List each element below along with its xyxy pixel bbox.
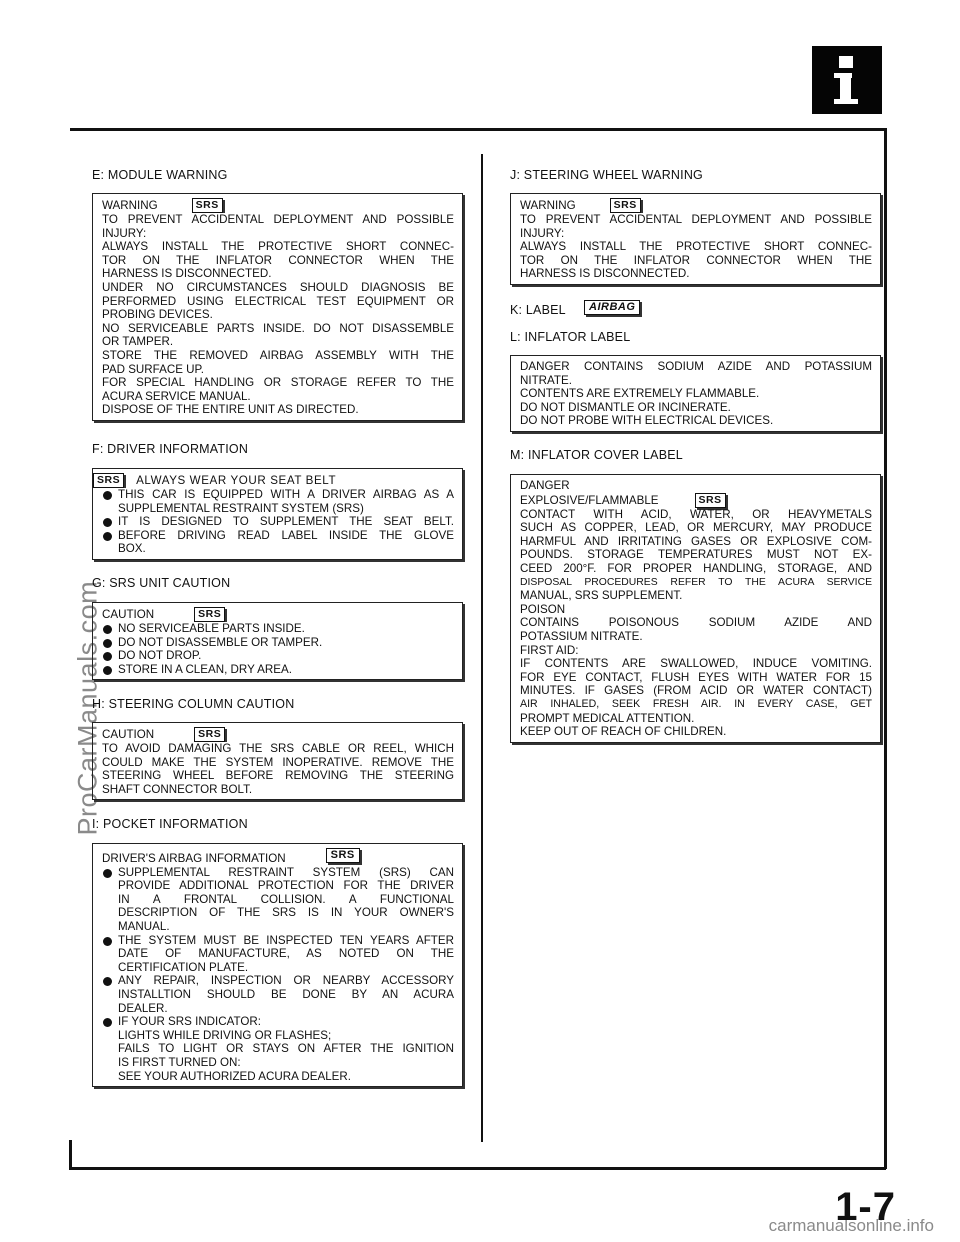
label-line: TO AVOID DAMAGING THE SRS CABLE OR REEL, WHICH <box>102 742 454 755</box>
steering-wheel-warning-label <box>510 193 881 285</box>
label-line: TOR ON THE INFLATOR CONNECTOR WHEN THE <box>520 253 872 267</box>
label-line: ALWAYS INSTALL THE PROTECTIVE SHORT CONNEC- <box>102 240 454 254</box>
label-line: POUNDS. STORAGE TEMPERATURES MUST NOT EX- <box>520 548 872 562</box>
bullet-continuation: BOX. <box>118 542 146 556</box>
label-line: DO NOT DISMANTLE OR INCINERATE. <box>520 400 731 414</box>
label-line: TOR ON THE INFLATOR CONNECTOR WHEN THE <box>102 253 454 267</box>
warning-title: WARNING <box>520 199 576 212</box>
bullet-item: STORE IN A CLEAN, DRY AREA. <box>102 663 454 677</box>
bullet-item: IT IS DESIGNED TO SUPPLEMENT THE SEAT BELT. <box>102 515 454 529</box>
label-line: STEERING WHEEL BEFORE REMOVING THE STEERING <box>102 769 454 783</box>
srs-tag: SRS <box>93 473 124 488</box>
bullet-item: THE SYSTEM MUST BE INSPECTED TEN YEARS AFTER <box>102 934 454 948</box>
srs-tag: SRS <box>695 493 726 508</box>
label-line: DISPOSAL PROCEDURES REFER TO THE ACURA SERVICE <box>520 576 872 588</box>
inflator-label <box>510 355 881 432</box>
label-line: POTASSIUM NITRATE. <box>520 629 643 643</box>
seat-belt-title: ALWAYS WEAR YOUR SEAT BELT <box>136 474 337 487</box>
label-line: CONTAINS POISONOUS SODIUM AZIDE AND <box>520 616 872 630</box>
label-line: UNDER NO CIRCUMSTANCES SHOULD DIAGNOSIS BE <box>102 280 454 294</box>
bullet-continuation: IN A FRONTAL COLLISION. A FUNCTIONAL <box>118 892 454 906</box>
label-line: COULD MAKE THE SYSTEM INOPERATIVE. REMOVE THE <box>102 755 454 769</box>
airbag-tag: AIRBAG <box>584 300 640 315</box>
label-line: AIR INHALED, SEEK FRESH AIR. IN EVERY CASE, GET <box>520 697 872 710</box>
caution-title: CAUTION <box>102 728 155 741</box>
label-line: FOR EYE CONTACT, FLUSH EYES WITH WATER FOR 15 <box>520 670 872 684</box>
label-line: KEEP OUT OF REACH OF CHILDREN. <box>520 725 727 739</box>
label-line: CONTENTS ARE EXTREMELY FLAMMABLE. <box>520 387 760 401</box>
srs-tag: SRS <box>194 727 225 742</box>
label-line: HARNESS IS DISCONNECTED. <box>102 267 272 281</box>
label-line: STORE THE REMOVED AIRBAG ASSEMBLY WITH THE <box>102 348 454 362</box>
srs-tag: SRS <box>194 607 225 622</box>
bullet-continuation: IS FIRST TURNED ON: <box>118 1055 241 1069</box>
label-line: ALWAYS INSTALL THE PROTECTIVE SHORT CONNEC- <box>520 240 872 254</box>
steering-column-caution-label <box>92 722 463 800</box>
label-line: DANGER <box>520 479 570 492</box>
bullet-item: SUPPLEMENTAL RESTRAINT SYSTEM (SRS) CAN <box>102 866 454 880</box>
bullet-continuation: FAILS TO LIGHT OR STAYS ON AFTER THE IGNITION <box>118 1042 454 1056</box>
label-line: SUCH AS COPPER, LEAD, OR MERCURY, MAY PRODUCE <box>520 521 872 535</box>
airbag-info-title: DRIVER'S AIRBAG INFORMATION <box>102 852 286 865</box>
bullet-continuation: INSTALLTION SHOULD BE DONE BY AN ACURA <box>118 987 454 1001</box>
label-line: OR TAMPER. <box>102 335 174 349</box>
section-l-heading: L: INFLATOR LABEL <box>510 330 631 344</box>
bullet-continuation: PROVIDE ADDITIONAL PROTECTION FOR THE DRIVER <box>118 879 454 893</box>
section-e-heading: E: MODULE WARNING <box>92 168 228 182</box>
label-line: NO SERVICEABLE PARTS INSIDE. DO NOT DISASSEMBLE <box>102 321 454 335</box>
label-line: INJURY: <box>102 226 147 240</box>
bullet-continuation: CERTIFICATION PLATE. <box>118 960 249 974</box>
label-line: DANGER CONTAINS SODIUM AZIDE AND POTASSIUM <box>520 360 872 373</box>
bullet-item: IF YOUR SRS INDICATOR: <box>102 1015 454 1029</box>
label-line: SHAFT CONNECTOR BOLT. <box>102 782 253 796</box>
inflator-cover-label <box>510 474 881 743</box>
section-j-heading: J: STEERING WHEEL WARNING <box>510 168 703 182</box>
warning-title: WARNING <box>102 199 158 212</box>
bullet-continuation: SUPPLEMENTAL RESTRAINT SYSTEM (SRS) <box>118 501 364 515</box>
label-line: FOR SPECIAL HANDLING OR STORAGE REFER TO THE <box>102 376 454 390</box>
label-line: PROMPT MEDICAL ATTENTION. <box>520 711 695 725</box>
label-line: HARNESS IS DISCONNECTED. <box>520 267 690 281</box>
label-line: ACURA SERVICE MANUAL. <box>102 389 251 403</box>
bullet-item: THIS CAR IS EQUIPPED WITH A DRIVER AIRBAG AS A <box>102 488 454 502</box>
label-line: NITRATE. <box>520 373 572 387</box>
bullet-continuation: SEE YOUR AUTHORIZED ACURA DEALER. <box>118 1069 352 1083</box>
section-m-heading: M: INFLATOR COVER LABEL <box>510 448 683 462</box>
bullet-continuation: DEALER. <box>118 1001 168 1015</box>
bullet-continuation: DATE OF MANUFACTURE, AS NOTED ON THE <box>118 947 454 961</box>
explosive-title: EXPLOSIVE/FLAMMABLE <box>520 493 659 507</box>
bullet-continuation: MANUAL. <box>118 919 170 933</box>
label-line: MANUAL, SRS SUPPLEMENT. <box>520 589 683 603</box>
module-warning-label <box>92 193 463 421</box>
label-line: PAD SURFACE UP. <box>102 362 205 376</box>
srs-tag: SRS <box>192 198 223 213</box>
srs-tag: SRS <box>326 848 360 863</box>
label-line: TO PREVENT ACCIDENTAL DEPLOYMENT AND POSSIBLE <box>520 213 872 226</box>
label-line: INJURY: <box>520 226 565 240</box>
bullet-item: ANY REPAIR, INSPECTION OR NEARBY ACCESSORY <box>102 974 454 988</box>
label-line: TO PREVENT ACCIDENTAL DEPLOYMENT AND POSSIBLE <box>102 213 454 226</box>
label-line: DO NOT PROBE WITH ELECTRICAL DEVICES. <box>520 414 774 428</box>
bullet-continuation: DESCRIPTION OF THE SRS IS IN YOUR OWNER'S <box>118 906 454 920</box>
label-line: CEED 200°F. FOR PROPER HANDLING, STORAGE, AND <box>520 561 872 575</box>
pocket-information-label <box>92 843 463 1087</box>
srs-unit-caution-label <box>92 602 463 680</box>
driver-information-label <box>92 468 463 560</box>
bullet-item: BEFORE DRIVING READ LABEL INSIDE THE GLOVE <box>102 529 454 543</box>
column-divider <box>481 154 483 1142</box>
footer-watermark: carmanualsonline.info <box>768 1216 934 1235</box>
section-k-heading: K: LABEL <box>510 303 566 317</box>
section-f-heading: F: DRIVER INFORMATION <box>92 442 249 456</box>
label-line: POISON <box>520 602 566 616</box>
frame-top-line <box>70 128 886 131</box>
page-number: 1-7 <box>835 1185 896 1229</box>
section-g-heading: G: SRS UNIT CAUTION <box>92 576 231 590</box>
label-line: FIRST AID: <box>520 643 579 657</box>
section-i-heading: I: POCKET INFORMATION <box>92 817 248 831</box>
label-line: IF CONTENTS ARE SWALLOWED, INDUCE VOMITING. <box>520 657 872 671</box>
frame-bottom-line <box>70 1167 886 1170</box>
caution-title: CAUTION <box>102 608 155 621</box>
info-icon <box>812 46 882 114</box>
frame-left-line <box>69 1140 72 1170</box>
section-h-heading: H: STEERING COLUMN CAUTION <box>92 697 295 711</box>
srs-tag: SRS <box>610 198 641 213</box>
bullet-continuation: LIGHTS WHILE DRIVING OR FLASHES; <box>118 1028 332 1042</box>
bullet-item: NO SERVICEABLE PARTS INSIDE. <box>102 622 454 636</box>
bullet-item: DO NOT DROP. <box>102 649 454 663</box>
label-line: HARMFUL AND IRRITATING GASES OR EXPLOSIVE COM- <box>520 534 872 548</box>
bullet-item: DO NOT DISASSEMBLE OR TAMPER. <box>102 636 454 650</box>
label-line: MINUTES. IF GASES (FROM ACID OR WATER CONTACT) <box>520 684 872 698</box>
label-line: PROBING DEVICES. <box>102 308 213 322</box>
label-line: DISPOSE OF THE ENTIRE UNIT AS DIRECTED. <box>102 403 359 417</box>
label-line: PERFORMED USING ELECTRICAL TEST EQUIPMENT OR <box>102 294 454 308</box>
label-line: CONTACT WITH ACID, WATER, OR HEAVYMETALS <box>520 507 872 521</box>
side-watermark: ProCarManuals.com <box>72 580 103 836</box>
frame-right-line <box>884 128 887 1169</box>
